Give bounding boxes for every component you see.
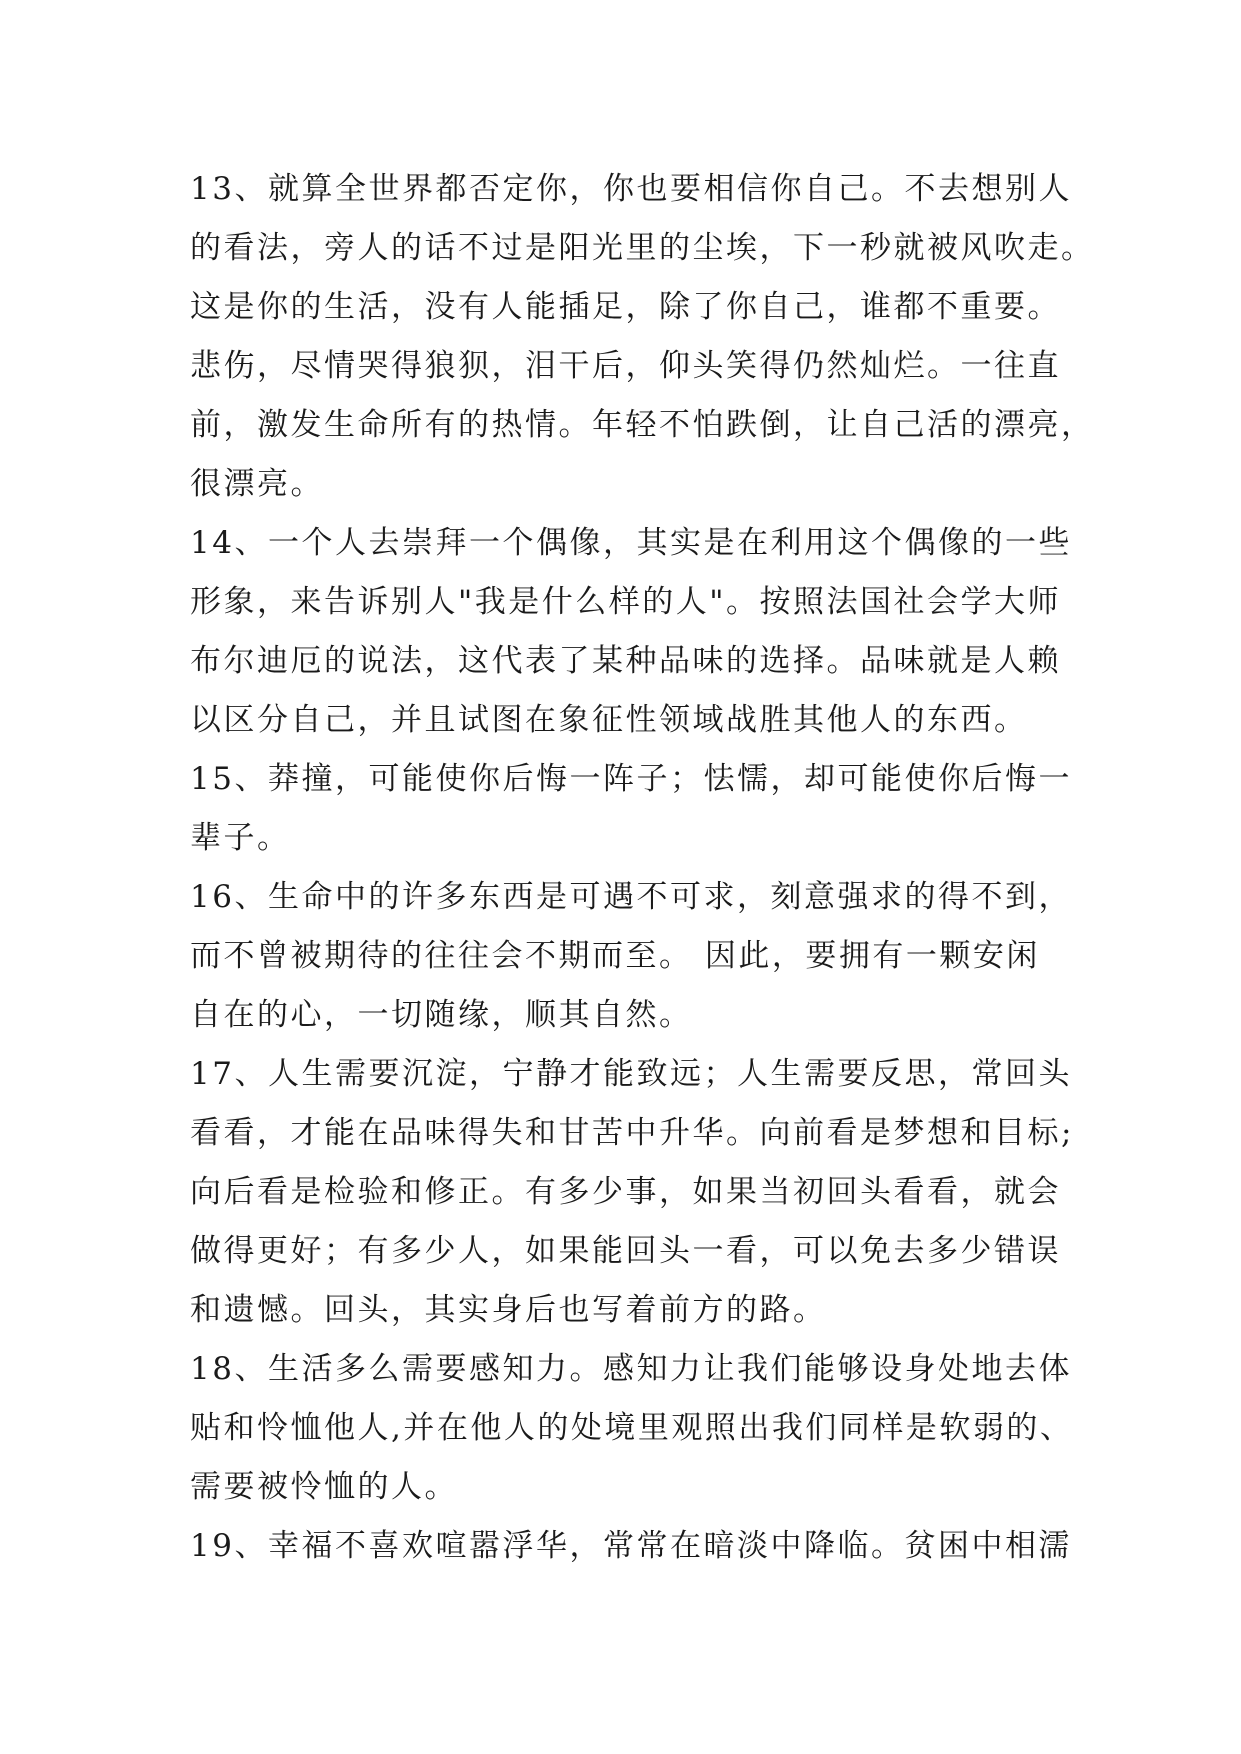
text-line: 辈子。 <box>190 820 291 856</box>
text-line: 悲伤，尽情哭得狼狈，泪干后，仰头笑得仍然灿烂。一往直 <box>190 348 1061 384</box>
text-line: 自在的心，一切随缘，顺其自然。 <box>190 997 693 1033</box>
paragraph-18 <box>190 1340 1080 1517</box>
text-line: 15、莽撞，可能使你后悔一阵子；怯懦，却可能使你后悔一 <box>190 761 1072 797</box>
text-line: 以区分自己，并且试图在象征性领域战胜其他人的东西。 <box>190 702 1028 738</box>
text-line: 贴和怜恤他人,并在他人的处境里观照出我们同样是软弱的、 <box>190 1410 1074 1446</box>
document-body <box>190 160 1095 1576</box>
text-line: 形象，来告诉别人"我是什么样的人"。按照法国社会学大师 <box>190 584 1062 620</box>
text-line: 18、生活多么需要感知力。感知力让我们能够设身处地去体 <box>190 1351 1072 1387</box>
text-line: 17、人生需要沉淀，宁静才能致远；人生需要反思，常回头 <box>190 1056 1072 1092</box>
text-line: 和遗憾。回头，其实身后也写着前方的路。 <box>190 1292 827 1328</box>
text-line: 布尔迪厄的说法，这代表了某种品味的选择。品味就是人赖 <box>190 643 1061 679</box>
text-line: 看看，才能在品味得失和甘苦中升华。向前看是梦想和目标; <box>190 1115 1074 1151</box>
paragraph-14 <box>190 514 1080 750</box>
paragraph-16 <box>190 868 1080 1045</box>
text-line: 做得更好；有多少人，如果能回头一看，可以免去多少错误 <box>190 1233 1061 1269</box>
text-line: 这是你的生活，没有人能插足，除了你自己，谁都不重要。 <box>190 289 1061 325</box>
text-line: 前，激发生命所有的热情。年轻不怕跌倒，让自己活的漂亮， <box>190 407 1095 443</box>
paragraph-17 <box>190 1045 1080 1340</box>
text-line: 的看法，旁人的话不过是阳光里的尘埃，下一秒就被风吹走。 <box>190 230 1095 266</box>
paragraph-15 <box>190 750 1080 868</box>
text-line: 13、就算全世界都否定你，你也要相信你自己。不去想别人 <box>190 171 1072 207</box>
text-line: 14、一个人去崇拜一个偶像，其实是在利用这个偶像的一些 <box>190 525 1072 561</box>
text-line: 19、幸福不喜欢喧嚣浮华，常常在暗淡中降临。贫困中相濡 <box>190 1528 1072 1564</box>
text-line: 而不曾被期待的往往会不期而至。 因此，要拥有一颗安闲 <box>190 938 1040 974</box>
text-line: 很漂亮。 <box>190 466 324 502</box>
text-line: 16、生命中的许多东西是可遇不可求，刻意强求的得不到， <box>190 879 1072 915</box>
text-line: 向后看是检验和修正。有多少事，如果当初回头看看，就会 <box>190 1174 1061 1210</box>
paragraph-13 <box>190 160 1095 514</box>
text-line: 需要被怜恤的人。 <box>190 1469 458 1505</box>
paragraph-19 <box>190 1517 1080 1576</box>
